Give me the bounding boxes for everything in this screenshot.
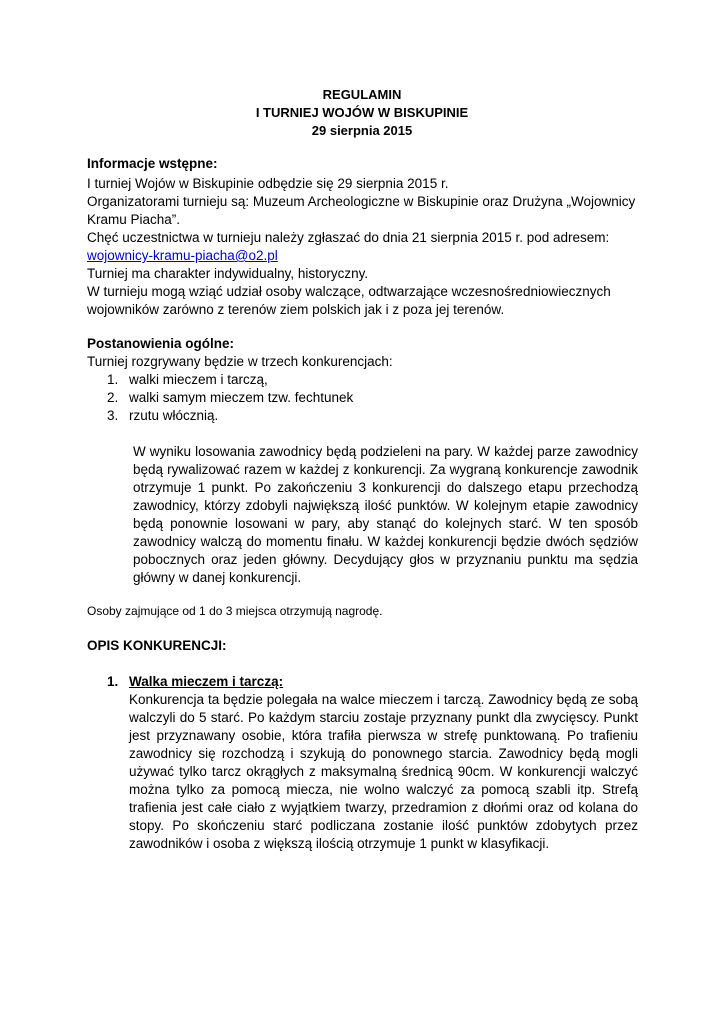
rules-paragraph-line: będą rywalizować razem w każdej z konkurencji. Za wygraną konkurencje zawodnik	[133, 462, 638, 477]
rules-paragraph-line: W wyniku losowania zawodnicy będą podzieleni na pary. W każdej parze zawodnicy	[133, 444, 638, 459]
competition-description-line: trafienia jest całe ciało z wyjątkiem twarzy, przedramion z dłońmi oraz od kolana do	[129, 800, 638, 815]
list-number: 2.	[107, 390, 119, 405]
intro-line: Turniej ma charakter indywidualny, historyczny.	[87, 266, 369, 281]
tournament-date: 29 sierpnia 2015	[311, 123, 413, 138]
rules-paragraph-line: będą ponownie losowani w pary, aby stanąć do kolejnych starć. W ten sposób	[133, 516, 638, 531]
competition-description-line: jest przyznawany osobie, która trafiła pierwsza w strefę punktowaną. Po trafieniu	[129, 728, 638, 743]
competition-number: 1.	[107, 674, 119, 689]
rules-paragraph-line: otrzymuje 1 punkt. Po zakończeniu 3 konkurencji do dalszego etapu przechodzą	[133, 480, 638, 495]
list-number: 3.	[107, 408, 119, 423]
intro-line: wojowników zarówno z terenów ziem polskich jak i z poza jej terenów.	[87, 302, 505, 317]
list-item: rzutu włócznią.	[129, 408, 219, 423]
list-number: 1.	[107, 372, 119, 387]
rules-paragraph-line: zawodnicy, którzy zdobyli największą ilość punktów. W kolejnym etapie zawodnicy	[133, 498, 638, 513]
email-link[interactable]: wojownicy-kramu-piacha@o2.pl	[87, 248, 278, 263]
general-heading: Postanowienia ogólne:	[87, 336, 235, 351]
competition-description-line: zawodników i osoba z większą ilością otrzymuje 1 punkt w klasyfikacji.	[129, 836, 550, 851]
competitions-heading: OPIS KONKURENCJI:	[87, 638, 227, 653]
rules-paragraph-line: pobocznych oraz jeden główny. Decydujący głos w przyznaniu punktu ma sędzia	[133, 552, 638, 567]
list-item: walki mieczem i tarczą,	[129, 372, 268, 387]
competition-description-line: walczyli do 5 starć. Po każdym starciu zostaje przyznany punkt dla zwycięscy. Punkt	[129, 710, 638, 725]
rules-paragraph-line: główny w danej konkurencji.	[133, 570, 302, 585]
competition-title: Walka mieczem i tarczą:	[129, 674, 284, 689]
rules-paragraph-line: zawodnicy walczą do momentu finału. W każdej konkurencji będzie dwóch sędziów	[133, 534, 638, 549]
intro-line: Chęć uczestnictwa w turnieju należy zgłaszać do dnia 21 sierpnia 2015 r. pod adresem:	[87, 230, 610, 245]
competition-description-line: używać tylko tarcz okrągłych z maksymalną średnicą 90cm. W konkurencji walczyć	[129, 764, 638, 779]
list-item: walki samym mieczem tzw. fechtunek	[129, 390, 354, 405]
document-title: REGULAMIN	[322, 87, 402, 102]
intro-line: W turnieju mogą wziąć udział osoby walczące, odtwarzające wczesnośredniowiecznych	[87, 284, 611, 299]
prizes-note: Osoby zajmujące od 1 do 3 miejsca otrzymują nagrodę.	[87, 604, 383, 618]
intro-line: Organizatorami turnieju są: Muzeum Archeologiczne w Biskupinie oraz Drużyna „Wojownicy	[87, 194, 636, 209]
competition-description-line: zawodnicy się rozchodzą i szykują do ponownego starcia. Zawodnicy będą mogli	[129, 746, 638, 761]
intro-line: Kramu Piacha”.	[87, 212, 181, 227]
competition-description-line: można tylko za pomocą miecza, nie wolno walczyć za pomocą szabli itp. Strefą	[129, 782, 638, 797]
general-intro: Turniej rozgrywany będzie w trzech konkurencjach:	[87, 354, 393, 369]
intro-line: I turniej Wojów w Biskupinie odbędzie się 29 sierpnia 2015 r.	[87, 176, 449, 191]
competition-description-line: stopy. Po skończeniu starć podliczana zostanie ilość punktów zdobytych przez	[129, 818, 638, 833]
competition-description-line: Konkurencja ta będzie polegała na walce mieczem i tarczą. Zawodnicy będą ze sobą	[129, 692, 638, 707]
intro-heading: Informacje wstępne:	[87, 156, 218, 171]
tournament-name: I TURNIEJ WOJÓW W BISKUPINIE	[255, 105, 469, 120]
